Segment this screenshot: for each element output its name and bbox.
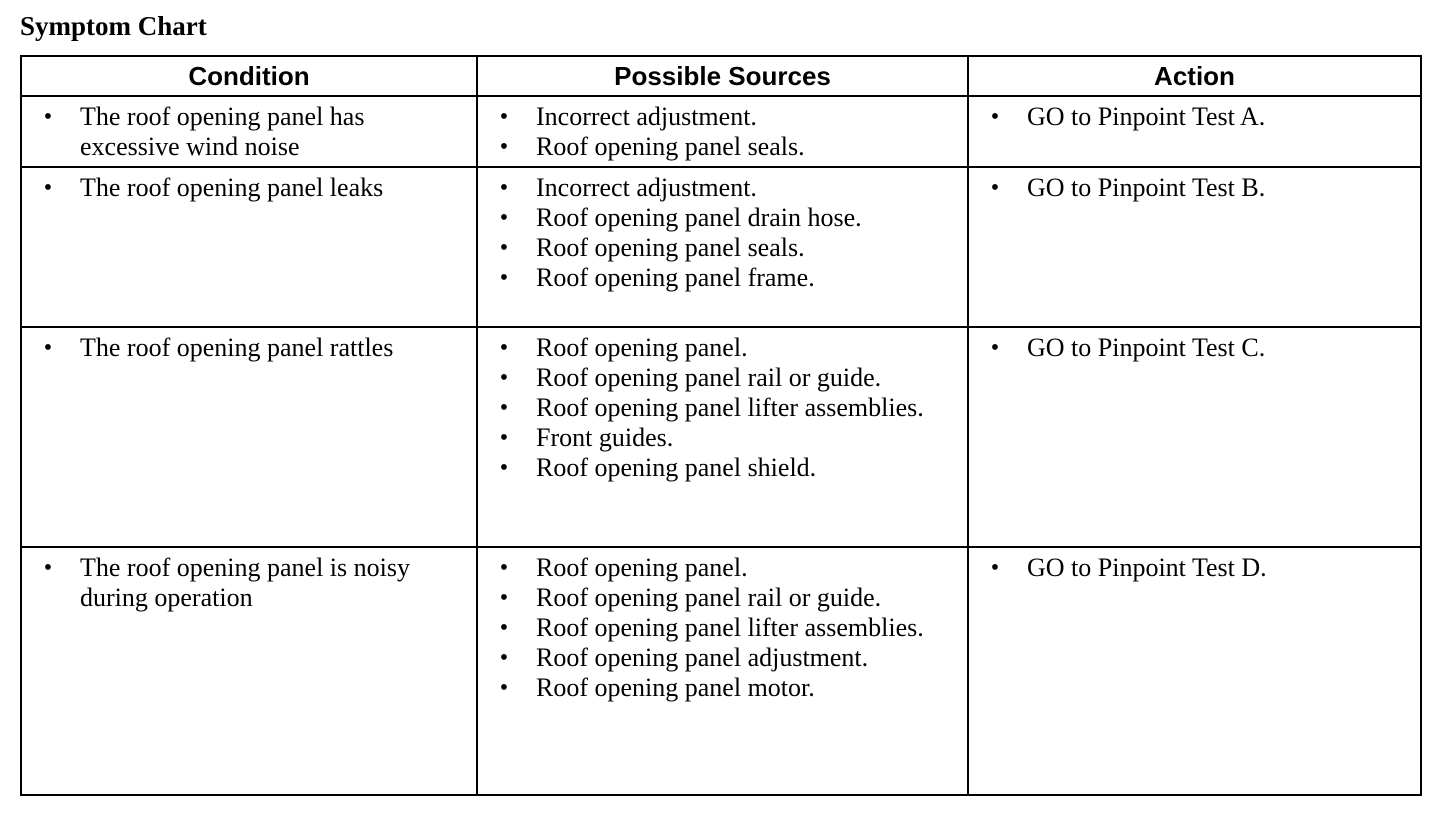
bullet-icon: •: [990, 104, 1000, 130]
source-text: Roof opening panel rail or guide.: [536, 583, 882, 612]
bullet-icon: •: [990, 175, 1000, 201]
bullet-icon: •: [499, 104, 509, 130]
table-row: [21, 96, 1421, 167]
condition-text: The roof opening panel leaks: [80, 173, 384, 202]
sources-cell: [477, 96, 968, 167]
action-text: GO to Pinpoint Test D.: [1027, 553, 1267, 582]
bullet-icon: •: [499, 425, 509, 451]
bullet-icon: •: [43, 555, 53, 581]
bullet-icon: •: [499, 395, 509, 421]
source-text: Incorrect adjustment.: [536, 173, 757, 202]
bullet-icon: •: [499, 455, 509, 481]
bullet-icon: •: [499, 555, 509, 581]
list-item: [492, 203, 957, 233]
condition-text: The roof opening panel rattles: [80, 333, 394, 362]
table-header-row: [21, 56, 1421, 96]
bullet-icon: •: [499, 675, 509, 701]
list-item: [983, 173, 1410, 203]
list-item: [983, 553, 1410, 583]
action-text: GO to Pinpoint Test A.: [1027, 102, 1266, 131]
bullet-icon: •: [499, 175, 509, 201]
list-item: [36, 553, 466, 613]
action-text: GO to Pinpoint Test C.: [1027, 333, 1266, 362]
list-item: [492, 233, 957, 263]
list-item: [36, 333, 466, 363]
source-text: Roof opening panel lifter assemblies.: [536, 393, 924, 422]
source-text: Roof opening panel.: [536, 333, 748, 362]
source-text: Incorrect adjustment.: [536, 102, 757, 131]
list-item: [492, 363, 957, 393]
list-item: [492, 613, 957, 643]
source-text: Front guides.: [536, 423, 674, 452]
list-item: [492, 333, 957, 363]
source-text: Roof opening panel motor.: [536, 673, 815, 702]
bullet-icon: •: [990, 335, 1000, 361]
bullet-icon: •: [499, 645, 509, 671]
bullet-icon: •: [43, 104, 53, 130]
table-row: [21, 327, 1421, 547]
sources-cell: [477, 547, 968, 795]
bullet-icon: •: [499, 365, 509, 391]
source-text: Roof opening panel seals.: [536, 132, 805, 161]
condition-cell: [21, 167, 477, 327]
list-item: [492, 102, 957, 132]
bullet-icon: •: [499, 134, 509, 160]
bullet-icon: •: [499, 265, 509, 291]
bullet-icon: •: [499, 585, 509, 611]
list-item: [492, 673, 957, 703]
action-cell: [968, 547, 1421, 795]
source-text: Roof opening panel seals.: [536, 233, 805, 262]
condition-cell: [21, 327, 477, 547]
list-item: [983, 333, 1410, 363]
condition-text: The roof opening panel is noisy during operation: [80, 553, 410, 612]
list-item: [492, 643, 957, 673]
source-text: Roof opening panel shield.: [536, 453, 817, 482]
list-item: [983, 102, 1410, 132]
action-cell: [968, 167, 1421, 327]
list-item: [492, 173, 957, 203]
list-item: [36, 173, 466, 203]
list-item: [492, 453, 957, 483]
bullet-icon: •: [43, 175, 53, 201]
list-item: [492, 583, 957, 613]
list-item: [36, 102, 466, 162]
list-item: [492, 423, 957, 453]
bullet-icon: •: [499, 235, 509, 261]
bullet-icon: •: [499, 615, 509, 641]
sources-cell: [477, 327, 968, 547]
action-text: GO to Pinpoint Test B.: [1027, 173, 1266, 202]
bullet-icon: •: [43, 335, 53, 361]
symptom-table: [20, 55, 1422, 796]
bullet-icon: •: [990, 555, 1000, 581]
source-text: Roof opening panel lifter assemblies.: [536, 613, 924, 642]
chart-title: Symptom Chart: [20, 11, 207, 41]
condition-cell: [21, 547, 477, 795]
action-cell: [968, 327, 1421, 547]
sources-cell: [477, 167, 968, 327]
source-text: Roof opening panel frame.: [536, 263, 815, 292]
bullet-icon: •: [499, 335, 509, 361]
bullet-icon: •: [499, 205, 509, 231]
source-text: Roof opening panel adjustment.: [536, 643, 869, 672]
header-possible-sources: Possible Sources: [477, 56, 968, 96]
list-item: [492, 263, 957, 293]
list-item: [492, 132, 957, 162]
source-text: Roof opening panel drain hose.: [536, 203, 862, 232]
list-item: [492, 553, 957, 583]
header-condition: Condition: [21, 56, 477, 96]
source-text: Roof opening panel.: [536, 553, 748, 582]
source-text: Roof opening panel rail or guide.: [536, 363, 882, 392]
action-cell: [968, 96, 1421, 167]
table-row: [21, 547, 1421, 795]
condition-cell: [21, 96, 477, 167]
condition-text: The roof opening panel has excessive wind noise: [80, 102, 365, 161]
header-action: Action: [968, 56, 1421, 96]
table-row: [21, 167, 1421, 327]
list-item: [492, 393, 957, 423]
